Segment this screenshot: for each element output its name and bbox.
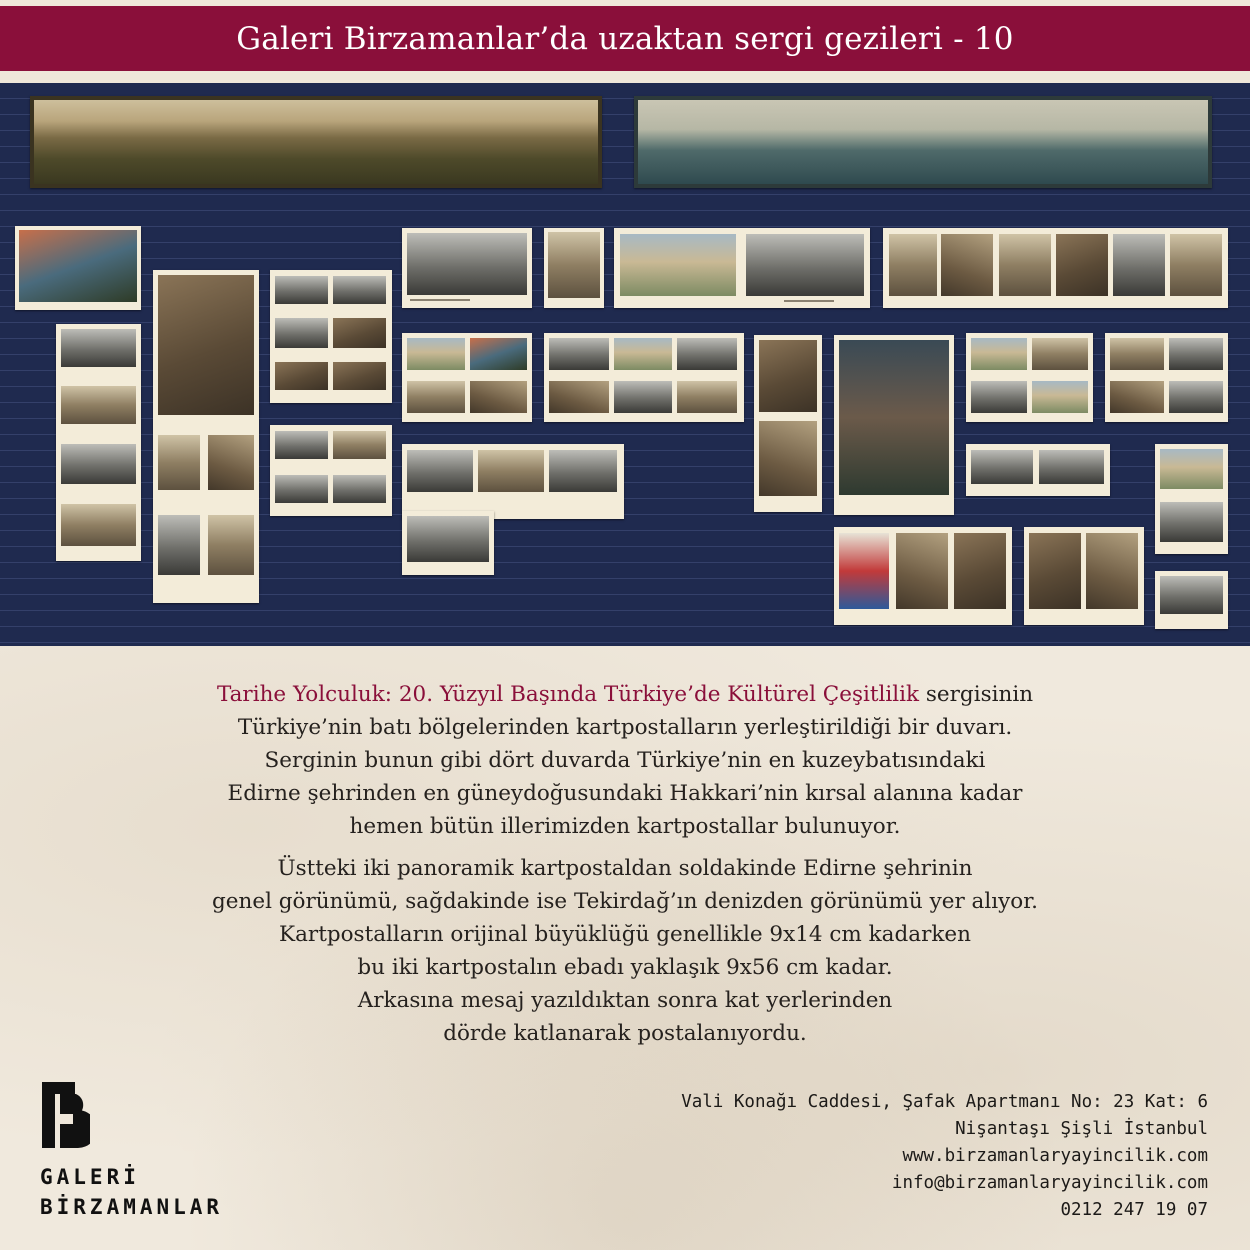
postcard-group (1155, 444, 1228, 554)
postcard-group (270, 270, 392, 403)
postcard (402, 511, 494, 575)
logo-mark-icon (40, 1080, 90, 1150)
email-link[interactable]: info@birzamanlaryayincilik.com (891, 1173, 1208, 1193)
gallery-logo (40, 1080, 224, 1220)
paragraph-1: Tarihe Yolculuk: 20. Yüzyıl Başında Türkiye’de Kültürel Çeşitlilik sergisinin Türkiye’nin batı bölgelerinden kartpostalların yerleştirildiği bir duvarı. Serginin bunun gibi dört duvarda Türkiye’nin en kuzeybatısındaki Edirne şehrinden en güneydoğusundaki Hakkari’nin kırsal alanına kadar hemen bütün illerimizden kartpostallar bulunuyor. (216, 682, 1034, 839)
header-banner (0, 6, 1250, 75)
postcard-group (614, 228, 870, 308)
address-line-2: Nişantaşı Şişli İstanbul (955, 1119, 1208, 1139)
postcard-group (966, 444, 1110, 496)
postcard-group (834, 527, 1012, 625)
logo-text: GALERİ BİRZAMANLAR (40, 1165, 224, 1219)
postcard (15, 226, 141, 310)
postcard-group (834, 335, 954, 515)
description (60, 678, 1190, 1050)
postcard-group (1024, 527, 1144, 625)
postcard-group (402, 228, 532, 308)
exhibition-title: Tarihe Yolculuk: 20. Yüzyıl Başında Türkiye’de Kültürel Çeşitlilik (216, 682, 920, 707)
postcard-group (544, 228, 604, 308)
website-link[interactable]: www.birzamanlaryayincilik.com (902, 1146, 1208, 1166)
panorama-postcard-tekirdag (634, 96, 1212, 188)
panorama-postcard-edirne (30, 96, 602, 188)
postcard-group (153, 270, 259, 603)
postcard (1155, 571, 1228, 629)
postcard-group (1105, 333, 1228, 422)
postcard-group (754, 335, 822, 512)
postcard-group (402, 444, 624, 519)
postcard-group (270, 425, 392, 516)
postcard-group (56, 324, 141, 561)
postcard-group (402, 333, 532, 422)
address-line-1: Vali Konağı Caddesi, Şafak Apartmanı No: 23 Kat: 6 (681, 1092, 1208, 1112)
postcard-group (966, 333, 1093, 422)
postcard-group (883, 228, 1228, 308)
postcard-group (544, 333, 744, 422)
paragraph-2: Üstteki iki panoramik kartpostaldan soldakinde Edirne şehrinin genel görünümü, sağdakinde ise Tekirdağ’ın denizden görünümü yer alıyor. Kartpostalların orijinal büyüklüğü genellikle 9x14 cm kadarken bu iki kartpostalın ebadı yaklaşık 9x56 cm kadar. Arkasına mesaj yazıldıktan sonra kat yerlerinden dörde katlanarak postalanıyordu. (212, 856, 1038, 1046)
contact-info (681, 1089, 1208, 1224)
exhibition-wall-photo (0, 83, 1250, 646)
phone-number: 0212 247 19 07 (1060, 1200, 1208, 1220)
page-title: Galeri Birzamanlar’da uzaktan sergi gezileri - 10 (236, 20, 1014, 57)
